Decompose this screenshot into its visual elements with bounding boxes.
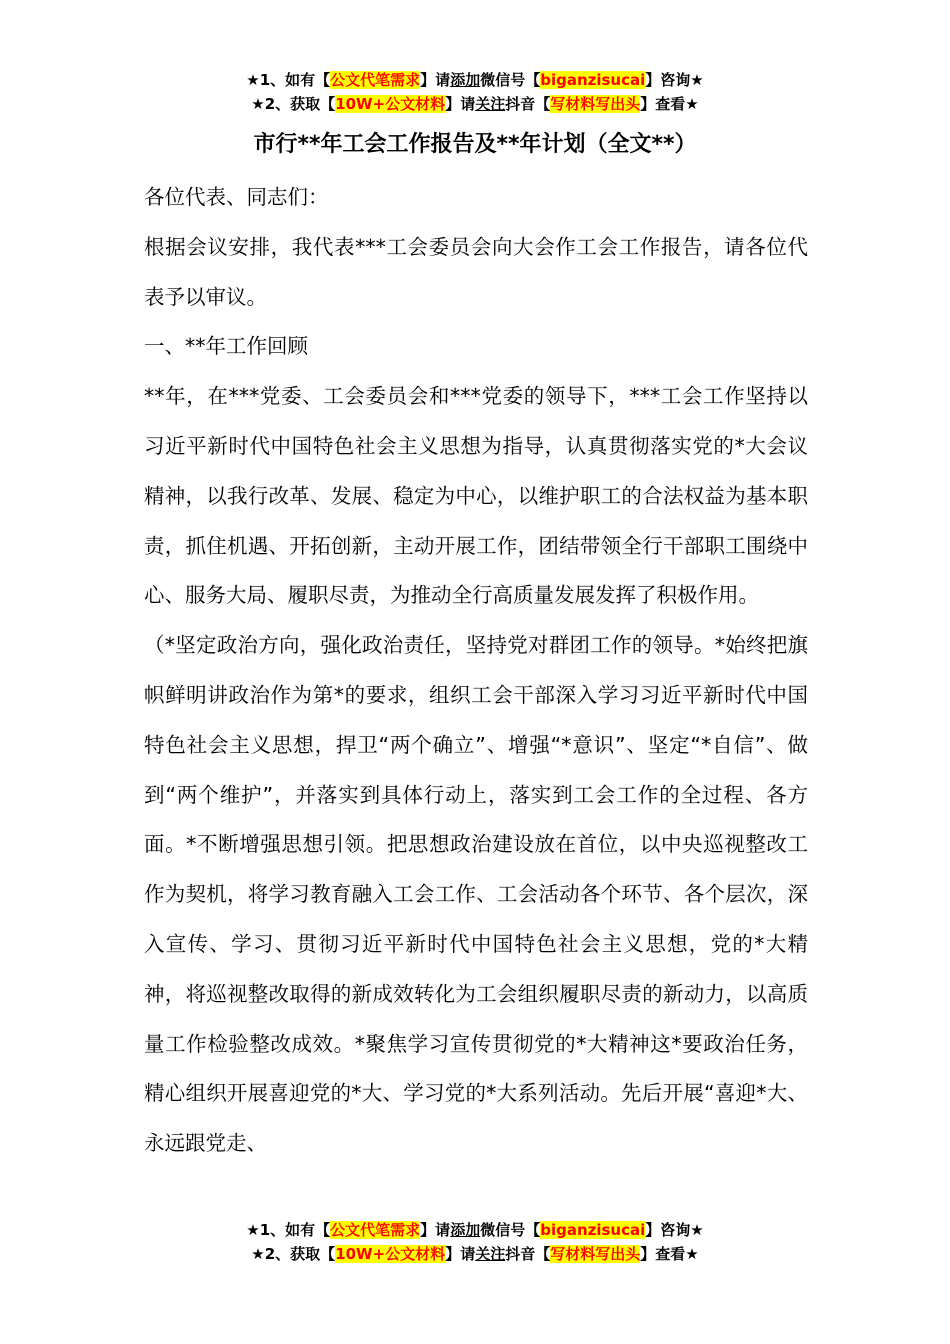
promo-line-2: ★2、获取【10W+公文材料】请关注抖音【写材料写出头】查看★ — [251, 95, 699, 113]
highlight-materials: 10W+公文材料 — [335, 95, 446, 113]
paragraph: 根据会议安排，我代表***工会委员会向大会作工会工作报告，请各位代表予以审议。 — [144, 234, 808, 309]
document-title: 市行**年工会工作报告及**年计划（全文**） — [253, 132, 697, 157]
promo-line-1: ★1、如有【公文代笔需求】请添加微信号【biganzisucai】咨询★ — [246, 1221, 704, 1239]
promo-line-2: ★2、获取【10W+公文材料】请关注抖音【写材料写出头】查看★ — [251, 1245, 699, 1263]
highlight-douyin-id: 写材料写出头 — [550, 95, 641, 113]
paragraph: （*坚定政治方向，强化政治责任，坚持党对群团工作的领导。*始终把旗帜鲜明讲政治作为第*的要求，组织工会干部深入学习习近平新时代中国特色社会主义思想，捍卫“两个确立”、增强“*意识”、坚定“*自信”、做到“两个维护”，并落实到具体行动上，落实到工会工作的全过程、各方面。*不断增强思想引领。把思想政治建设放在首位，以中央巡视整改工作为契机，将学习教育融入工会工作、工会活动各个环节、各个层次，深入宣传、学习、贯彻习近平新时代中国特色社会主义思想，党的*大精神，将巡视整改取得的新成效转化为工会组织履职尽责的新动力，以高质量工作检验整改成效。*聚焦学习宣传贯彻党的*大精神这*要政治任务，精心组织开展喜迎党的*大、学习党的*大系列活动。先后开展“喜迎*大、永远跟党走、 — [144, 633, 808, 1156]
section-heading: 一、**年工作回顾 — [144, 334, 308, 359]
highlight-service: 公文代笔需求 — [330, 1221, 421, 1239]
highlight-wechat-id: biganzisucai — [540, 1221, 646, 1239]
highlight-service: 公文代笔需求 — [330, 71, 421, 89]
promo-banner-bottom — [0, 1218, 950, 1266]
highlight-wechat-id: biganzisucai — [540, 71, 646, 89]
document-body — [144, 173, 808, 1169]
salutation: 各位代表、同志们： — [144, 185, 329, 209]
promo-banner-top — [0, 68, 950, 116]
highlight-materials: 10W+公文材料 — [335, 1245, 446, 1263]
promo-line-1: ★1、如有【公文代笔需求】请添加微信号【biganzisucai】咨询★ — [246, 71, 704, 89]
highlight-douyin-id: 写材料写出头 — [550, 1245, 641, 1263]
paragraph: **年，在***党委、工会委员会和***党委的领导下，***工会工作坚持以习近平新时代中国特色社会主义思想为指导，认真贯彻落实党的*大会议精神，以我行改革、发展、稳定为中心，以维护职工的合法权益为基本职责，抓住机遇、开拓创新，主动开展工作，团结带领全行干部职工围绕中心、服务大局、履职尽责，为推动全行高质量发展发挥了积极作用。 — [144, 384, 808, 608]
